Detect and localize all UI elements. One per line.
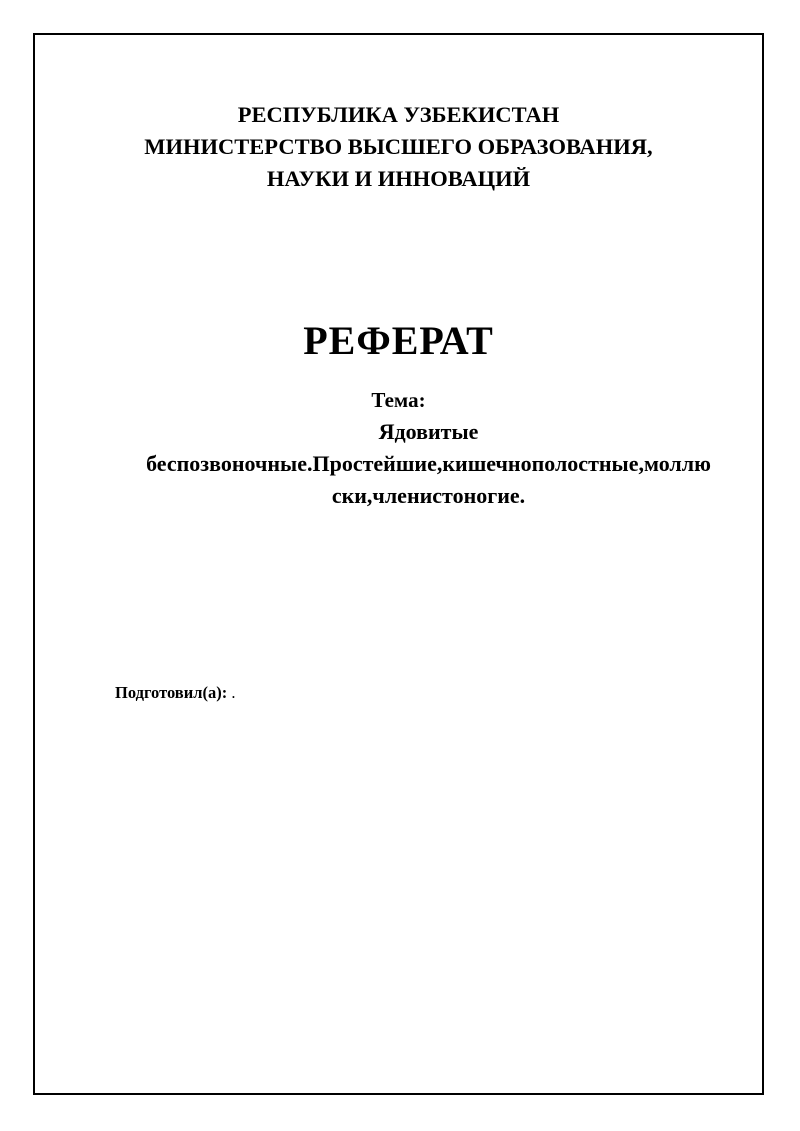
document-title: РЕФЕРАТ [303,318,494,363]
topic-line-3: ски,членистоногие. [331,483,526,508]
header-ministry: МИНИСТЕРСТВО ВЫСШЕГО ОБРАЗОВАНИЯ, [144,134,653,159]
author-label: Подготовил(а): [115,683,232,702]
author-value: . [231,683,236,702]
topic-label: Тема: [371,388,426,412]
author-line [115,682,235,704]
header-country: РЕСПУБЛИКА УЗБЕКИСТАН [237,102,560,127]
header-ministry-continued: НАУКИ И ИННОВАЦИЙ [266,166,531,191]
page-border [33,33,764,1095]
topic-text [107,416,750,512]
topic-line-1: Ядовитые [378,419,479,444]
topic-line-2: беспозвоночные.Простейшие,кишечнополостные,моллю [146,451,711,476]
institution-header [35,99,762,195]
